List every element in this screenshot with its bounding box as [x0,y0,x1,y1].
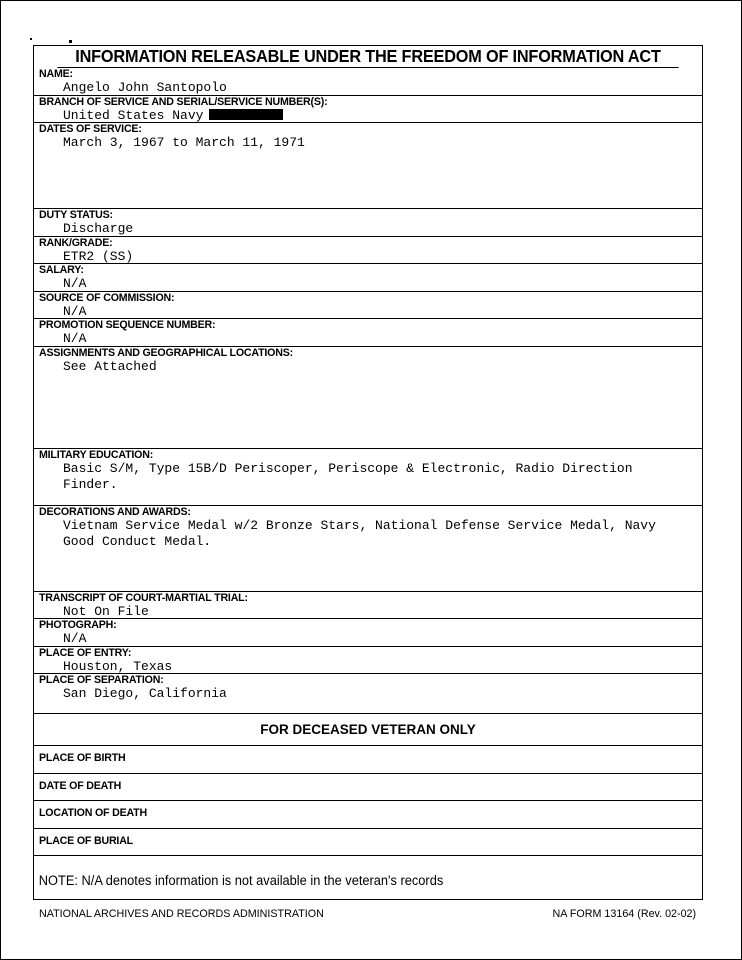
field-branch-of-service [34,96,702,124]
field-date-of-death [34,774,702,802]
field-duty-status [34,209,702,237]
field-label: MILITARY EDUCATION: [39,448,154,461]
field-value: N/A [63,331,87,346]
footer-agency: NATIONAL ARCHIVES AND RECORDS ADMINISTRATION [39,908,324,920]
field-value [39,108,697,124]
field-value: San Diego, California [63,686,227,701]
field-salary [34,264,702,292]
field-name [34,68,702,96]
form-title: INFORMATION RELEASABLE UNDER THE FREEDOM OF INFORMATION ACT [57,46,678,68]
field-label: LOCATION OF DEATH [39,807,147,819]
field-label: ASSIGNMENTS AND GEOGRAPHICAL LOCATIONS: [39,346,293,359]
field-label: TRANSCRIPT OF COURT-MARTIAL TRIAL: [39,591,248,604]
field-value: ETR2 (SS) [63,248,134,264]
field-court-martial [34,592,702,620]
field-value: Angelo John Santopolo [63,80,227,95]
field-label: BRANCH OF SERVICE AND SERIAL/SERVICE NUMBER(S): [39,95,328,108]
field-military-education [34,449,702,506]
field-label: PLACE OF BIRTH [39,752,126,764]
branch-text: United States Navy [63,107,204,123]
field-location-of-death [34,801,702,829]
field-value: Houston, Texas [63,658,173,674]
field-label: DUTY STATUS: [39,209,113,221]
field-value: March 3, 1967 to March 11, 1971 [63,135,305,150]
field-value: See Attached [63,358,157,374]
field-value: Basic S/M, Type 15B/D Periscoper, Periscope & Electronic, Radio Direction Finder. [63,460,633,492]
field-label: PLACE OF SEPARATION: [39,674,164,686]
deceased-section-title: FOR DECEASED VETERAN ONLY [34,714,702,746]
field-label: PROMOTION SEQUENCE NUMBER: [39,319,216,331]
field-label: DATE OF DEATH [39,779,122,792]
field-rank-grade [34,237,702,265]
field-place-of-birth [34,746,702,774]
field-value: Not On File [63,603,149,619]
field-label: PLACE OF ENTRY: [39,646,132,659]
field-decorations-awards [34,506,702,592]
field-value: N/A [63,631,87,646]
field-label: SALARY: [39,264,84,276]
field-place-of-entry [34,647,702,675]
field-label: PLACE OF BURIAL [39,834,133,847]
field-place-of-burial [34,829,702,857]
field-label: NAME: [39,68,73,80]
field-value: Discharge [63,221,134,236]
footer-form-number: NA FORM 13164 (Rev. 02-02) [552,908,696,920]
field-value: Vietnam Service Medal w/2 Bronze Stars, National Defense Service Medal, Navy Good Conduct Medal. [63,517,656,549]
foia-form [33,45,703,900]
field-photograph [34,619,702,647]
field-label: PHOTOGRAPH: [39,619,117,631]
scan-speck [69,40,72,43]
note-text: NOTE: N/A denotes information is not available in the veteran's records [38,873,444,888]
field-value: N/A [63,303,87,319]
field-label: DECORATIONS AND AWARDS: [39,505,191,518]
field-label: SOURCE OF COMMISSION: [39,291,175,304]
field-dates-of-service [34,123,702,209]
field-source-of-commission [34,292,702,320]
field-label: RANK/GRADE: [39,236,113,249]
field-value: N/A [63,276,87,291]
scan-speck [30,38,32,40]
field-place-of-separation [34,674,702,714]
field-promotion-sequence [34,319,702,347]
field-label: DATES OF SERVICE: [39,123,142,135]
field-assignments [34,347,702,449]
redaction-bar [209,109,283,120]
